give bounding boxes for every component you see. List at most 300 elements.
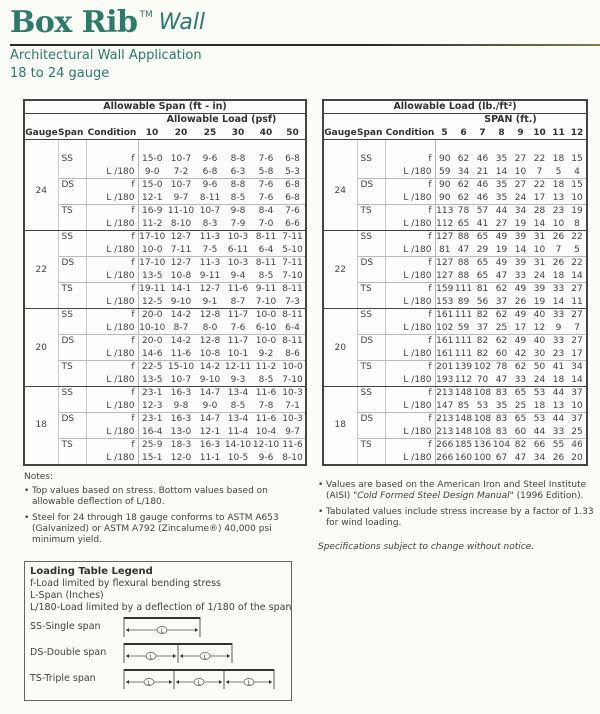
value-cell: 37 xyxy=(571,414,583,425)
value-cell: 82 xyxy=(476,336,489,347)
value-cell: 11-6 xyxy=(227,284,249,295)
loading-table-legend xyxy=(24,561,292,701)
gauge-cell: 18 xyxy=(323,387,357,465)
value-cell: 111 xyxy=(454,336,473,347)
condition-cell: f xyxy=(385,231,435,244)
value-cell: 62 xyxy=(454,192,473,205)
value-cell: 160 xyxy=(454,452,473,463)
column-header: Gauge xyxy=(25,127,58,138)
value-cell: 59 xyxy=(454,322,473,335)
value-cell: 26 xyxy=(511,296,530,309)
legend-title: Loading Table Legend xyxy=(30,566,153,577)
value-cell: 104 xyxy=(492,440,511,451)
value-cell: 62 xyxy=(495,310,508,321)
value-cell: 148 xyxy=(454,414,473,425)
subtitle-application: Architectural Wall Application xyxy=(10,48,202,63)
value-cell: 60 xyxy=(511,426,530,439)
gauge-cell: 22 xyxy=(323,231,357,309)
value-cell: 159 xyxy=(436,284,454,295)
value-cell: 5-10 xyxy=(280,244,306,257)
legend-line-f: f-Load limited by flexural bending stress xyxy=(30,578,221,589)
value-cell: 10-0 xyxy=(255,310,277,321)
table-row xyxy=(24,439,306,452)
column-header: 12 xyxy=(568,127,587,140)
value-cell: 7-6 xyxy=(258,154,274,164)
value-cell: 37 xyxy=(473,322,492,335)
span-type-cell: DS xyxy=(357,335,385,361)
legend-ss-row xyxy=(30,614,291,640)
table-row xyxy=(323,387,587,400)
value-cell: 35 xyxy=(492,192,511,205)
allowable-span-table xyxy=(23,99,307,466)
condition-cell: L /180 xyxy=(385,218,435,231)
value-cell: 20-0 xyxy=(142,310,163,321)
arrow-left xyxy=(180,654,183,658)
value-cell: 40 xyxy=(533,310,546,321)
value-cell: 60 xyxy=(492,348,511,361)
value-cell: 23 xyxy=(552,206,565,217)
value-cell: 89 xyxy=(454,296,473,309)
value-cell: 193 xyxy=(436,374,454,385)
value-cell: 9-6 xyxy=(202,154,218,164)
legend-ds-row xyxy=(30,640,291,666)
value-cell: 9-0 xyxy=(196,400,224,413)
column-header: 9 xyxy=(511,127,530,140)
value-cell: 7-1 xyxy=(280,400,306,413)
value-cell: 10-3 xyxy=(227,258,249,269)
value-cell: 6-11 xyxy=(224,244,252,257)
arrow-left xyxy=(176,680,179,684)
value-cell: 49 xyxy=(514,284,527,295)
value-cell: 46 xyxy=(476,154,489,164)
value-cell: 14 xyxy=(492,166,511,179)
note-aisi-manual: "Cold Formed Steel Design Manual" xyxy=(353,490,514,501)
notes-left xyxy=(24,472,294,551)
single-span-diagram xyxy=(120,615,204,639)
value-cell: 14-7 xyxy=(199,388,221,399)
value-cell: 27 xyxy=(571,284,583,295)
arrow-left xyxy=(126,654,129,658)
condition-cell: L /180 xyxy=(86,426,138,439)
gauge-cell: 20 xyxy=(24,309,58,387)
span-type-cell: DS xyxy=(357,257,385,283)
value-cell: 11-1 xyxy=(196,452,224,465)
condition-cell: f xyxy=(385,439,435,452)
value-cell: 161 xyxy=(436,336,454,347)
value-cell: 27 xyxy=(514,180,527,191)
value-cell: 29 xyxy=(473,244,492,257)
table-row xyxy=(24,387,306,400)
arrow-right xyxy=(169,680,172,684)
value-cell: 7-6 xyxy=(285,206,300,217)
value-cell: 8-11 xyxy=(282,284,303,295)
value-cell: 41 xyxy=(473,218,492,231)
value-cell: 82 xyxy=(473,348,492,361)
value-cell: 44 xyxy=(552,388,565,399)
value-cell: 14-1 xyxy=(170,284,192,295)
condition-cell: L /180 xyxy=(385,166,435,179)
value-cell: 44 xyxy=(530,426,549,439)
note-item xyxy=(318,480,598,502)
value-cell: 9 xyxy=(549,322,568,335)
table-row xyxy=(24,231,306,244)
value-cell: 17 xyxy=(530,192,549,205)
value-cell: 7-10 xyxy=(280,270,306,283)
condition-cell: f xyxy=(86,413,138,426)
value-cell: 9-2 xyxy=(252,348,280,361)
value-cell: 35 xyxy=(495,180,508,191)
value-cell: 10-0 xyxy=(255,336,277,347)
condition-cell: L /180 xyxy=(86,296,138,309)
value-cell: 10 xyxy=(568,192,587,205)
value-cell: 13-4 xyxy=(227,414,249,425)
value-cell: 46 xyxy=(473,192,492,205)
condition-cell: L /180 xyxy=(86,166,138,179)
value-cell: 8-5 xyxy=(224,192,252,205)
table-row xyxy=(24,257,306,270)
value-cell: 5-3 xyxy=(280,166,306,179)
table-row xyxy=(323,283,587,296)
gauge-cell: 18 xyxy=(24,387,58,465)
value-cell: 18 xyxy=(549,270,568,283)
column-header: 20 xyxy=(166,127,196,140)
value-cell: 147 xyxy=(436,400,454,411)
value-cell: 8-0 xyxy=(196,322,224,335)
disclaimer: Specifications subject to change without notice. xyxy=(318,541,535,552)
value-cell: 7-6 xyxy=(258,180,274,191)
value-cell: 100 xyxy=(473,452,492,463)
value-cell: 8-8 xyxy=(230,180,246,191)
value-cell: 16-9 xyxy=(142,206,163,217)
column-header: 40 xyxy=(252,127,280,140)
value-cell: 62 xyxy=(457,180,470,191)
span-symbol-label: L xyxy=(147,680,151,687)
value-cell: 4 xyxy=(568,166,587,179)
value-cell: 9-4 xyxy=(224,270,252,283)
value-cell: 81 xyxy=(435,244,454,257)
value-cell: 10-3 xyxy=(227,232,249,243)
value-cell: 127 xyxy=(436,258,454,269)
table-row xyxy=(24,335,306,348)
value-cell: 112 xyxy=(454,374,473,385)
value-cell: 15 xyxy=(571,154,583,164)
value-cell: 25 xyxy=(511,400,530,413)
column-header: Condition xyxy=(87,127,137,138)
value-cell: 27 xyxy=(492,218,511,231)
value-cell: 34 xyxy=(530,452,549,465)
value-cell: 7 xyxy=(530,166,549,179)
arrow-right xyxy=(219,680,222,684)
span-type-cell: TS xyxy=(357,439,385,465)
column-header: 8 xyxy=(492,127,511,140)
span-type-cell: DS xyxy=(357,413,385,439)
table-row xyxy=(24,361,306,374)
value-cell: 90 xyxy=(439,180,451,191)
condition-cell: f xyxy=(385,257,435,270)
value-cell: 7-0 xyxy=(252,218,280,231)
value-cell: 33 xyxy=(552,310,565,321)
value-cell: 22 xyxy=(571,232,583,243)
condition-cell: L /180 xyxy=(86,400,138,413)
value-cell: 47 xyxy=(492,374,511,387)
value-cell: 9-10 xyxy=(196,374,224,387)
value-cell: 201 xyxy=(436,362,454,373)
condition-cell: L /180 xyxy=(385,270,435,283)
value-cell: 10-7 xyxy=(199,206,221,217)
value-cell: 9-8 xyxy=(166,400,196,413)
column-header: 5 xyxy=(435,127,454,140)
value-cell: 12-1 xyxy=(138,192,166,205)
value-cell: 65 xyxy=(514,388,527,399)
value-cell: 7-10 xyxy=(280,374,306,387)
note-item: • Tabulated values include stress increase by a factor of 1.33 for wind loading. xyxy=(318,507,598,529)
condition-cell: L /180 xyxy=(385,296,435,309)
condition-cell: L /180 xyxy=(86,244,138,257)
value-cell: 82 xyxy=(476,310,489,321)
value-cell: 46 xyxy=(571,440,583,451)
value-cell: 15-10 xyxy=(167,362,195,373)
load-table-caption: Allowable Load (lb./ft²) xyxy=(323,100,587,114)
value-cell: 148 xyxy=(454,388,473,399)
value-cell: 33 xyxy=(552,336,565,347)
value-cell: 37 xyxy=(571,388,583,399)
value-cell: 8-3 xyxy=(196,218,224,231)
table-row xyxy=(323,335,587,348)
value-cell: 19-11 xyxy=(139,284,166,295)
value-cell: 13 xyxy=(549,192,568,205)
value-cell: 66 xyxy=(533,440,546,451)
condition-cell: f xyxy=(86,153,138,166)
value-cell: 15 xyxy=(571,180,583,191)
notes-right xyxy=(318,480,598,534)
column-header: Condition xyxy=(385,127,435,138)
value-cell: 40 xyxy=(533,336,546,347)
value-cell: 27 xyxy=(571,336,583,347)
value-cell: 18 xyxy=(552,154,565,164)
value-cell: 78 xyxy=(495,362,508,373)
table-row xyxy=(24,283,306,296)
value-cell: 78 xyxy=(457,206,470,217)
value-cell: 266 xyxy=(436,452,454,463)
table-row xyxy=(24,309,306,322)
trademark-symbol: TM xyxy=(139,10,153,20)
value-cell: 136 xyxy=(473,440,492,451)
condition-cell: L /180 xyxy=(385,348,435,361)
condition-cell: f xyxy=(86,361,138,374)
value-cell: 17 xyxy=(511,322,530,335)
value-cell: 8-5 xyxy=(224,400,252,413)
value-cell: 13-5 xyxy=(138,270,166,283)
value-cell: 47 xyxy=(511,452,530,465)
value-cell: 62 xyxy=(495,284,508,295)
value-cell: 12 xyxy=(530,322,549,335)
value-cell: 102 xyxy=(473,362,492,373)
table-row xyxy=(24,205,306,218)
span-symbol-label: L xyxy=(203,654,207,661)
value-cell: 9-6 xyxy=(202,180,218,191)
value-cell: 12-7 xyxy=(170,258,192,269)
value-cell: 27 xyxy=(571,310,583,321)
condition-cell: f xyxy=(86,335,138,348)
arrow-right xyxy=(269,680,272,684)
value-cell: 11-10 xyxy=(167,206,195,217)
value-cell: 12-0 xyxy=(166,452,196,465)
arrow-right xyxy=(195,628,198,632)
condition-cell: f xyxy=(86,179,138,192)
load-table-group-header: SPAN (ft.) xyxy=(484,114,537,126)
value-cell: 70 xyxy=(473,374,492,387)
value-cell: 53 xyxy=(533,414,546,425)
value-cell: 17 xyxy=(568,348,587,361)
value-cell: 8-10 xyxy=(280,452,306,465)
table-row xyxy=(323,439,587,452)
value-cell: 9-11 xyxy=(255,284,277,295)
value-cell: 153 xyxy=(436,296,454,307)
column-header: 10 xyxy=(530,127,549,140)
value-cell: 8-6 xyxy=(280,348,306,361)
value-cell: 108 xyxy=(473,414,492,425)
value-cell: 42 xyxy=(511,348,530,361)
span-type-cell: TS xyxy=(58,361,86,387)
span-type-cell: TS xyxy=(58,439,86,465)
condition-cell: f xyxy=(385,205,435,218)
condition-cell: L /180 xyxy=(86,348,138,361)
value-cell: 18-3 xyxy=(170,440,192,451)
span-type-cell: SS xyxy=(58,231,86,257)
value-cell: 14-2 xyxy=(199,362,221,373)
value-cell: 266 xyxy=(436,440,454,451)
value-cell: 26 xyxy=(552,232,565,243)
value-cell: 8-11 xyxy=(282,310,303,321)
span-type-cell: TS xyxy=(357,361,385,387)
value-cell: 81 xyxy=(476,284,489,295)
span-symbol-label: L xyxy=(160,628,164,635)
value-cell: 49 xyxy=(514,336,527,347)
subtitle-gauge: 18 to 24 gauge xyxy=(10,66,110,81)
value-cell: 6-8 xyxy=(196,166,224,179)
value-cell: 9-1 xyxy=(196,296,224,309)
value-cell: 49 xyxy=(495,258,508,269)
value-cell: 6-8 xyxy=(280,192,306,205)
value-cell: 11-6 xyxy=(282,440,303,451)
value-cell: 5-8 xyxy=(252,166,280,179)
legend-line-l: L-Span (Inches) xyxy=(30,590,104,601)
value-cell: 127 xyxy=(436,232,454,243)
value-cell: 88 xyxy=(457,232,470,243)
value-cell: 11-2 xyxy=(255,362,277,373)
table-row xyxy=(24,413,306,426)
value-cell: 26 xyxy=(549,452,568,465)
value-cell: 12-5 xyxy=(138,296,166,309)
value-cell: 11-6 xyxy=(255,414,277,425)
value-cell: 59 xyxy=(435,166,454,179)
value-cell: 108 xyxy=(473,388,492,399)
value-cell: 14 xyxy=(549,296,568,309)
value-cell: 14-10 xyxy=(224,440,252,451)
triple-span-diagram xyxy=(120,667,280,691)
value-cell: 24 xyxy=(530,374,549,387)
value-cell: 23-1 xyxy=(142,414,163,425)
legend-ts-row xyxy=(30,666,291,692)
value-cell: 10-0 xyxy=(138,244,166,257)
value-cell: 46 xyxy=(476,180,489,191)
value-cell: 161 xyxy=(436,310,454,321)
legend-ss-label: SS-Single span xyxy=(30,621,101,632)
value-cell: 8-10 xyxy=(166,218,196,231)
title-divider xyxy=(10,44,600,46)
value-cell: 9-3 xyxy=(224,374,252,387)
value-cell: 10 xyxy=(530,244,549,257)
value-cell: 6-3 xyxy=(224,166,252,179)
value-cell: 111 xyxy=(454,348,473,359)
value-cell: 185 xyxy=(454,440,473,451)
value-cell: 108 xyxy=(473,426,492,437)
value-cell: 10-0 xyxy=(282,362,303,373)
value-cell: 13 xyxy=(549,400,568,413)
value-cell: 35 xyxy=(495,154,508,164)
value-cell: 6-4 xyxy=(280,322,306,335)
span-type-cell: DS xyxy=(58,413,86,439)
value-cell: 20-0 xyxy=(142,336,163,347)
value-cell: 10-8 xyxy=(166,270,196,283)
column-header: 30 xyxy=(224,127,252,140)
value-cell: 7-9 xyxy=(224,218,252,231)
condition-cell: f xyxy=(86,309,138,322)
value-cell: 10-1 xyxy=(224,348,252,361)
value-cell: 62 xyxy=(457,154,470,164)
value-cell: 148 xyxy=(454,426,473,437)
value-cell: 6-8 xyxy=(285,154,300,164)
span-type-cell: TS xyxy=(357,283,385,309)
gauge-cell: 24 xyxy=(323,153,357,231)
table-row xyxy=(323,205,587,218)
condition-cell: f xyxy=(86,439,138,452)
value-cell: 13-0 xyxy=(166,426,196,439)
value-cell: 22 xyxy=(533,154,546,164)
value-cell: 30 xyxy=(530,348,549,361)
value-cell: 7-11 xyxy=(166,244,196,257)
value-cell: 11-4 xyxy=(224,426,252,439)
arrow-left xyxy=(226,680,229,684)
value-cell: 7-8 xyxy=(252,400,280,413)
value-cell: 19 xyxy=(571,206,583,217)
value-cell: 83 xyxy=(495,388,508,399)
span-table-group-header: Allowable Load (psf) xyxy=(166,114,277,126)
value-cell: 8-8 xyxy=(230,154,246,164)
value-cell: 213 xyxy=(436,388,454,399)
condition-cell: L /180 xyxy=(385,244,435,257)
value-cell: 23 xyxy=(549,348,568,361)
value-cell: 11-3 xyxy=(199,232,221,243)
value-cell: 10 xyxy=(549,218,568,231)
condition-cell: L /180 xyxy=(86,452,138,465)
gauge-cell: 24 xyxy=(24,153,58,231)
value-cell: 88 xyxy=(454,270,473,283)
value-cell: 10 xyxy=(511,166,530,179)
legend-ts-label: TS-Triple span xyxy=(30,673,96,684)
span-table-caption: Allowable Span (ft - in) xyxy=(24,100,306,114)
value-cell: 47 xyxy=(492,270,511,283)
value-cell: 85 xyxy=(454,400,473,413)
value-cell: 25 xyxy=(568,426,587,439)
value-cell: 111 xyxy=(454,284,473,295)
table-row xyxy=(323,231,587,244)
value-cell: 113 xyxy=(436,206,454,217)
value-cell: 5 xyxy=(568,244,587,257)
value-cell: 31 xyxy=(533,258,546,269)
value-cell: 7-11 xyxy=(282,258,303,269)
value-cell: 22 xyxy=(533,180,546,191)
